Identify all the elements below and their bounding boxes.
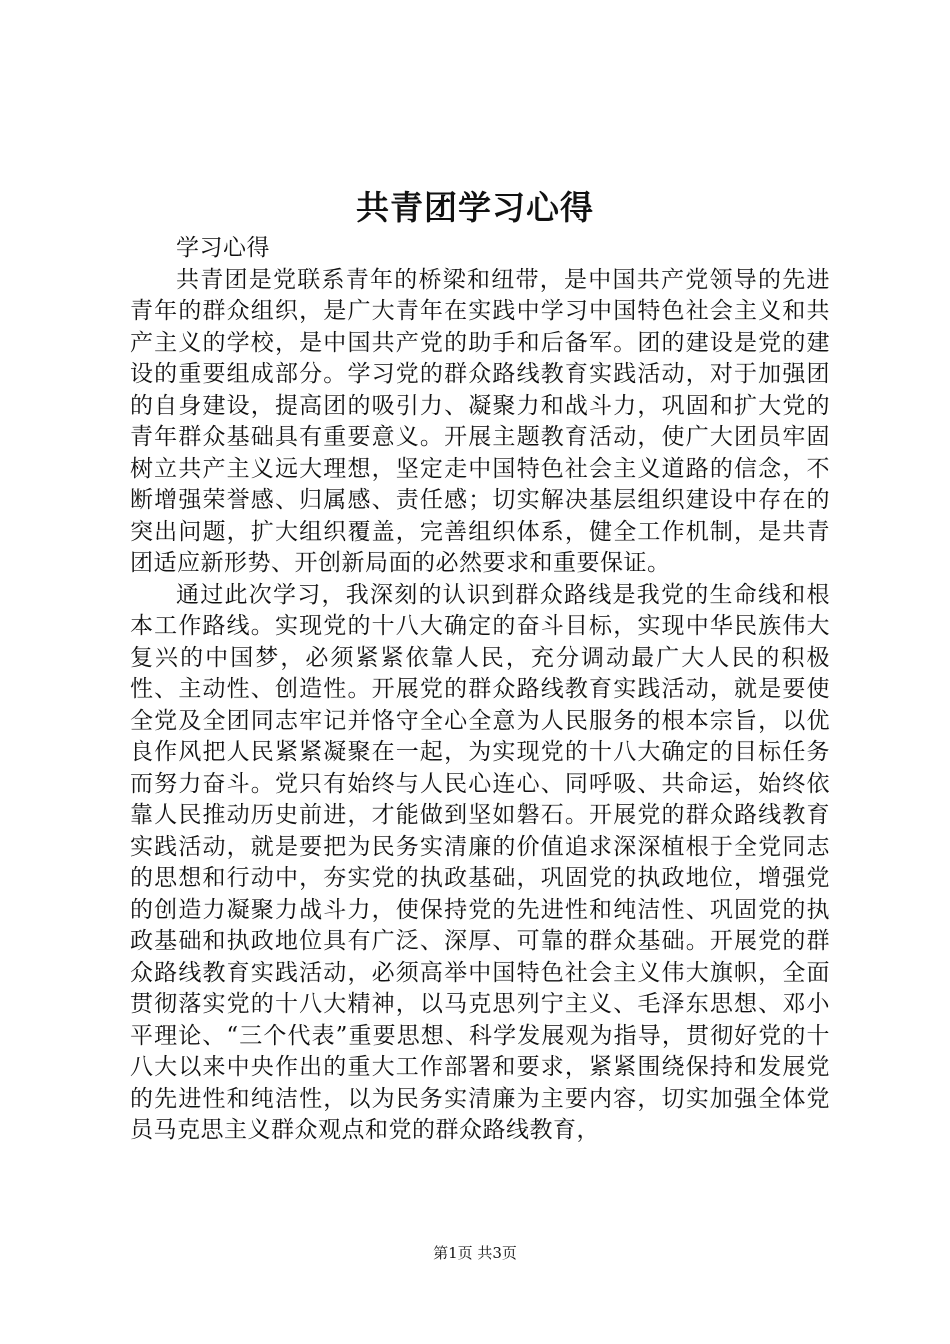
paragraph: 通过此次学习，我深刻的认识到群众路线是我党的生命线和根本工作路线。实现党的十八大确定的奋斗目标，实现中华民族伟大复兴的中国梦，必须紧紧依靠人民，充分调动最广大人民的积极性、主动性、创造性。开展党的群众路线教育实践活动，就是要使全党及全团同志牢记并恪守全心全意为人民服务的根本宗旨，以优良作风把人民紧紧凝聚在一起，为实现党的十八大确定的目标任务而努力奋斗。党只有始终与人民心连心、同呼吸、共命运，始终依靠人民推动历史前进，才能做到坚如磐石。开展党的群众路线教育实践活动，就是要把为民务实清廉的价值追求深深植根于全党同志的思想和行动中，夯实党的执政基础，巩固党的执政地位，增强党的创造力凝聚力战斗力，使保持党的先进性和纯洁性、巩固党的执政基础和执政地位具有广泛、深厚、可靠的群众基础。开展党的群众路线教育实践活动，必须高举中国特色社会主义伟大旗帜，全面贯彻落实党的十八大精神，以马克思列宁主义、毛泽东思想、邓小平理论、“三个代表”重要思想、科学发展观为指导，贯彻好党的十八大以来中央作出的重大工作部署和要求，紧紧围绕保持和发展党的先进性和纯洁性，以为民务实清廉为主要内容，切实加强全体党员马克思主义群众观点和党的群众路线教育， <box>130 581 830 1143</box>
document-title: 共青团学习心得 <box>356 188 594 227</box>
document-body <box>130 233 830 1147</box>
paragraph-heading: 学习心得 <box>176 235 270 261</box>
paragraph: 共青团是党联系青年的桥梁和纽带，是中国共产党领导的先进青年的群众组织，是广大青年在实践中学习中国特色社会主义和共产主义的学校，是中国共产党的助手和后备军。团的建设是党的建设的重要组成部分。学习党的群众路线教育实践活动，对于加强团的自身建设，提高团的吸引力、凝聚力和战斗力，巩固和扩大党的青年群众基础具有重要意义。开展主题教育活动，使广大团员牢固树立共产主义远大理想，坚定走中国特色社会主义道路的信念，不断增强荣誉感、归属感、责任感；切实解决基层组织建设中存在的突出问题，扩大组织覆盖，完善组织体系，健全工作机制，是共青团适应新形势、开创新局面的必然要求和重要保证。 <box>130 266 830 576</box>
page-footer: 第1页 共3页 <box>433 1244 517 1262</box>
